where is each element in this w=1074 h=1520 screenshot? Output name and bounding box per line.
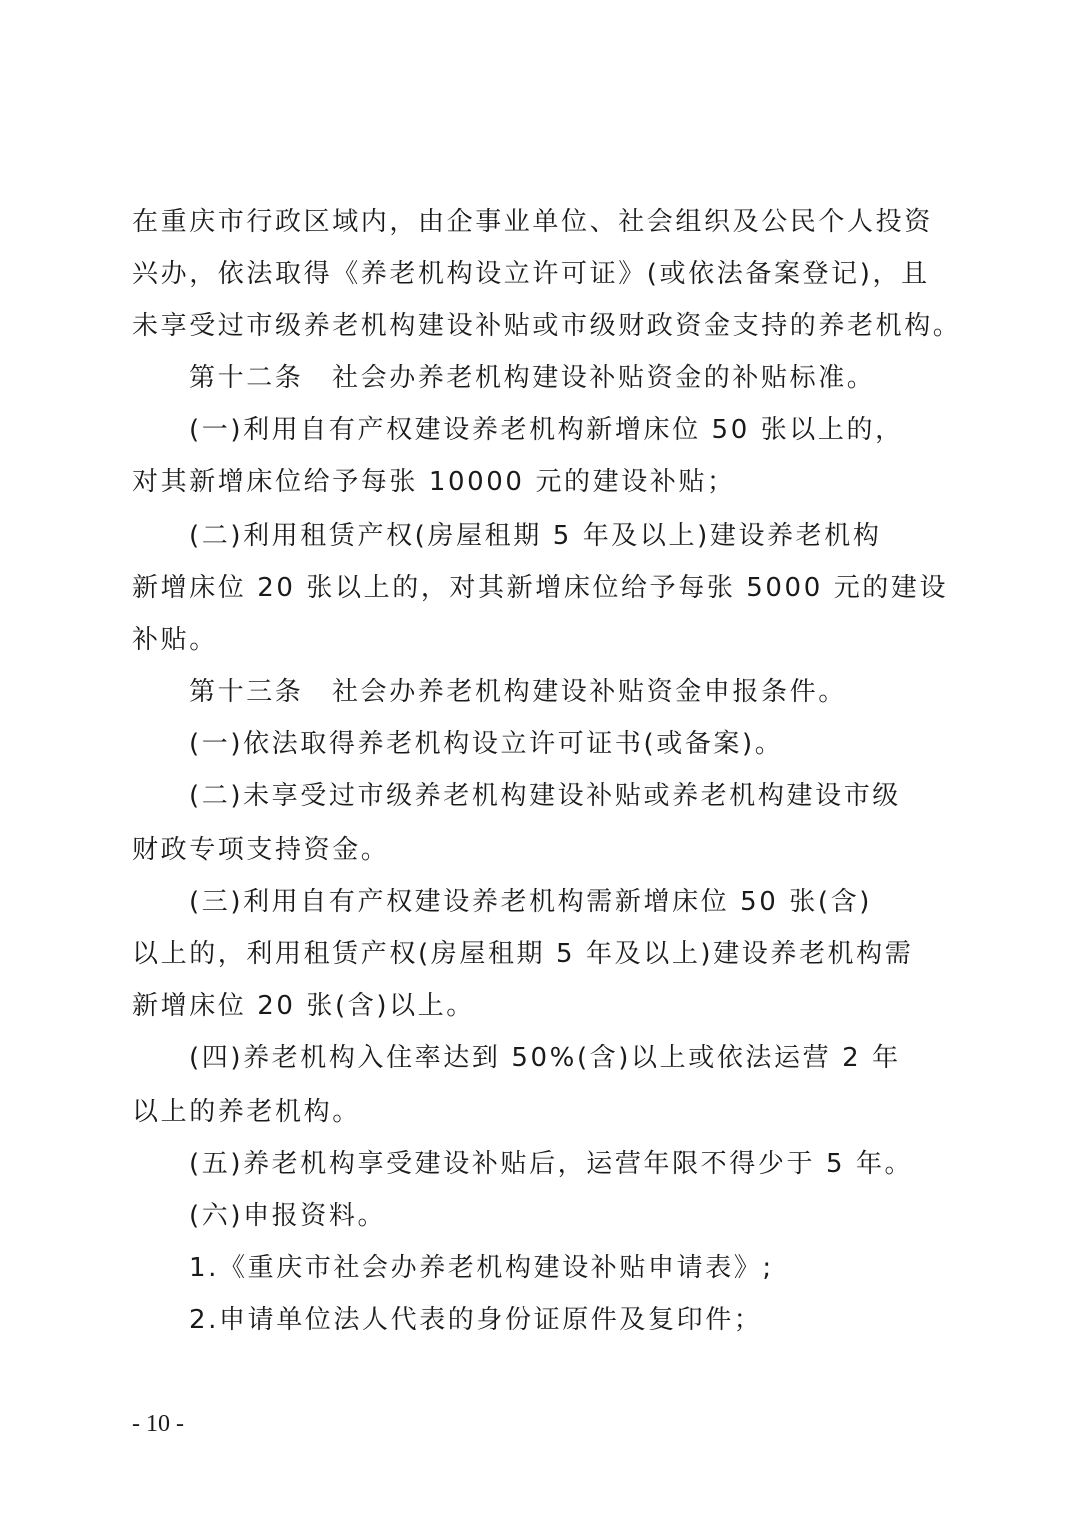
body-text-line: 新增床位 20 张(含)以上。 <box>132 991 475 1021</box>
body-text-line: (六)申报资料。 <box>189 1201 387 1231</box>
body-text-line: 补贴。 <box>132 625 218 655</box>
body-text-line: 兴办，依法取得《养老机构设立许可证》(或依法备案登记)，且 <box>132 259 930 289</box>
body-text-line: 以上的，利用租赁产权(房屋租期 5 年及以上)建设养老机构需 <box>132 939 914 969</box>
page-number: - 10 - <box>132 1411 184 1437</box>
body-text-line: (二)未享受过市级养老机构建设补贴或养老机构建设市级 <box>189 781 901 811</box>
body-text-line: (二)利用租赁产权(房屋租期 5 年及以上)建设养老机构 <box>189 521 882 551</box>
body-text-line: (五)养老机构享受建设补贴后，运营年限不得少于 5 年。 <box>189 1149 914 1179</box>
body-text-line: (三)利用自有产权建设养老机构需新增床位 50 张(含) <box>189 887 872 917</box>
body-text-line: 财政专项支持资金。 <box>132 835 390 865</box>
list-item-1: 1.《重庆市社会办养老机构建设补贴申请表》; <box>189 1253 774 1283</box>
body-text-line: (四)养老机构入住率达到 50%(含)以上或依法运营 2 年 <box>189 1043 901 1073</box>
list-item-2: 2.申请单位法人代表的身份证原件及复印件； <box>189 1305 763 1335</box>
body-text-line: 对其新增床位给予每张 10000 元的建设补贴； <box>132 467 736 497</box>
body-text-line: 在重庆市行政区域内，由企事业单位、社会组织及公民个人投资 <box>132 207 933 237</box>
body-text-line: 未享受过市级养老机构建设补贴或市级财政资金支持的养老机构。 <box>132 311 962 341</box>
article-heading-12: 第十二条 社会办养老机构建设补贴资金的补贴标准。 <box>189 363 876 393</box>
body-text-line: (一)利用自有产权建设养老机构新增床位 50 张以上的， <box>189 415 904 445</box>
article-heading-13: 第十三条 社会办养老机构建设补贴资金申报条件。 <box>189 677 847 707</box>
body-text-line: (一)依法取得养老机构设立许可证书(或备案)。 <box>189 729 784 759</box>
body-text-line: 新增床位 20 张以上的，对其新增床位给予每张 5000 元的建设 <box>132 573 949 603</box>
body-text-line: 以上的养老机构。 <box>132 1097 361 1127</box>
